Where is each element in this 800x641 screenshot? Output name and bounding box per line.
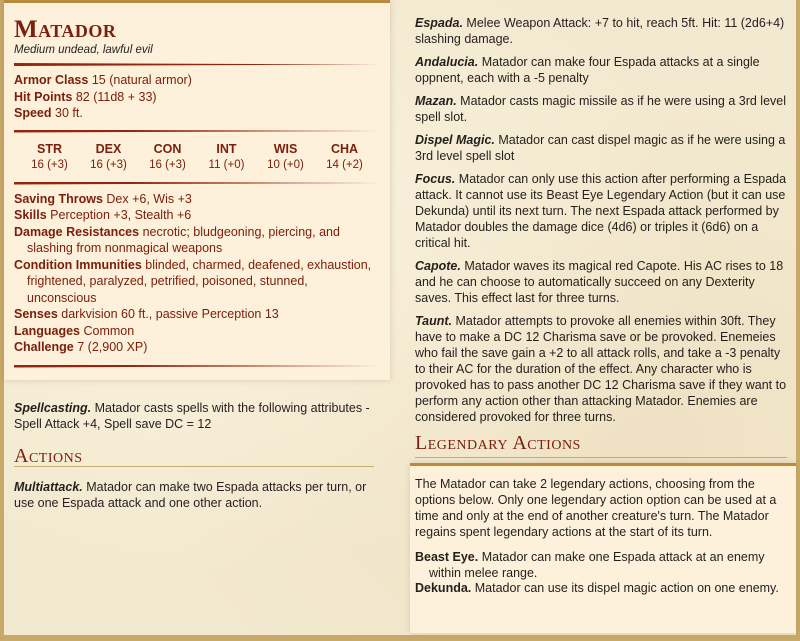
left-text-column bbox=[4, 400, 384, 518]
action-andalucia bbox=[415, 54, 787, 86]
skills-label: Skills bbox=[14, 208, 47, 222]
ability-con bbox=[138, 141, 197, 173]
languages-line bbox=[14, 323, 380, 340]
saving-throws-label: Saving Throws bbox=[14, 191, 103, 206]
damage-resistances-line bbox=[14, 224, 380, 257]
damage-resistances-label: Damage Resistances bbox=[14, 224, 140, 239]
action-text: Matador casts magic missile as if he were using a 3rd level spell slot. bbox=[415, 94, 787, 124]
condition-immunities-label: Condition Immunities bbox=[14, 257, 142, 272]
ability-score: 16 (+3) bbox=[31, 158, 68, 171]
monster-name: Matador bbox=[14, 16, 117, 43]
skills-line bbox=[14, 207, 380, 224]
action-title: Espada. bbox=[415, 16, 463, 30]
legendary-text: Matador can use its dispel magic action on one enemy. bbox=[474, 581, 779, 595]
ability-int bbox=[197, 141, 256, 173]
legendary-title: Beast Eye. bbox=[415, 550, 479, 564]
ability-name: WIS bbox=[273, 141, 298, 156]
skills-value: Perception +3, Stealth +6 bbox=[50, 208, 192, 222]
legendary-text: Matador can make one Espada attack at an enemy within melee range. bbox=[429, 550, 765, 580]
action-title: Capote. bbox=[415, 259, 461, 273]
ability-wis bbox=[256, 141, 315, 173]
challenge-line bbox=[14, 339, 380, 356]
spellcasting-text: Matador casts spells with the following attributes - Spell Attack +4, Spell save DC = 12 bbox=[14, 401, 370, 431]
legendary-actions-heading: Legendary Actions bbox=[415, 432, 787, 458]
speed-label: Speed bbox=[14, 106, 52, 120]
action-focus bbox=[415, 171, 787, 251]
armor-class-value: 15 (natural armor) bbox=[91, 73, 192, 87]
action-text: Matador can make four Espada attacks at a single oppnent, each with a -5 penalty bbox=[415, 55, 760, 85]
actions-heading: Actions bbox=[14, 448, 374, 467]
hit-points-line bbox=[14, 89, 380, 106]
challenge-value: 7 (2,900 XP) bbox=[77, 340, 148, 354]
action-title: Mazan. bbox=[415, 94, 457, 108]
divider bbox=[14, 365, 380, 368]
action-multiattack bbox=[14, 479, 374, 511]
legendary-actions-box bbox=[410, 463, 796, 633]
senses-value: darkvision 60 ft., passive Perception 13 bbox=[61, 307, 279, 321]
ability-score: 16 (+3) bbox=[149, 158, 186, 171]
languages-label: Languages bbox=[14, 323, 80, 338]
action-taunt bbox=[415, 313, 787, 425]
hit-points-value: 82 (11d8 + 33) bbox=[75, 89, 157, 104]
spellcasting-trait bbox=[14, 400, 374, 432]
action-text: Matador can only use this action after performing a Espada attack. It cannot use its Beast Eye Legendary Action (but it can use Dekunda) until its next turn. The next Espada attack performed by Matador doubles the damage dice (4d6) or triples it (6d6) on a critical hit. bbox=[415, 172, 787, 250]
speed-line bbox=[14, 105, 380, 122]
ability-scores bbox=[14, 139, 380, 175]
action-title: Focus. bbox=[415, 172, 456, 186]
action-title: Andalucia. bbox=[415, 55, 479, 69]
condition-immunities-line bbox=[14, 257, 380, 307]
damage-resistances-value: necrotic; bludgeoning, piercing, and slashing from nonmagical weapons bbox=[27, 224, 340, 255]
spellcasting-title: Spellcasting. bbox=[14, 401, 92, 415]
ability-name: CON bbox=[153, 141, 182, 156]
right-text-column bbox=[415, 18, 787, 458]
divider bbox=[14, 182, 380, 185]
saving-throws-line bbox=[14, 191, 380, 208]
armor-class-label: Armor Class bbox=[14, 73, 89, 87]
action-capote bbox=[415, 258, 787, 306]
action-text: Matador can make two Espada attacks per turn, or use one Espada attack and one other action. bbox=[14, 480, 367, 510]
ability-name: STR bbox=[37, 141, 62, 156]
action-text: Melee Weapon Attack: +7 to hit, reach 5ft. Hit: 11 (2d6+4) slashing damage. bbox=[415, 16, 785, 46]
action-text: Matador attempts to provoke all enemies within 30ft. They have to make a DC 12 Charisma save or be provoked. Enemeies who fail the save gain a +2 to all attack rolls, and take a -3 penalty to their AC for the duration of the effect. Any character who is provoked has to pass another DC 12 Charisma save if they want to perform any action other than attacking Matador. Enemies are considered provoked for three turns. bbox=[415, 314, 787, 424]
divider bbox=[14, 63, 380, 66]
monster-type: Medium undead, lawful evil bbox=[14, 44, 153, 56]
senses-label: Senses bbox=[14, 307, 58, 321]
legendary-title: Dekunda. bbox=[415, 581, 472, 595]
ability-name: INT bbox=[216, 141, 237, 156]
ability-str bbox=[20, 141, 79, 173]
ability-cha bbox=[315, 141, 374, 173]
languages-value: Common bbox=[83, 323, 135, 338]
action-title: Multiattack. bbox=[14, 480, 83, 494]
legendary-dekunda bbox=[415, 581, 790, 597]
action-text: Matador waves its magical red Capote. His AC rises to 18 and he can choose to automatically succeed on any Dexterity saves. This effect last for three turns. bbox=[415, 259, 784, 305]
action-espada bbox=[415, 15, 787, 47]
condition-immunities-value: blinded, charmed, deafened, exhaustion, frightened, paralyzed, petrified, poisoned, stunned, unconscious bbox=[27, 257, 372, 305]
action-mazan bbox=[415, 93, 787, 125]
ability-score: 16 (+3) bbox=[90, 158, 127, 171]
senses-line bbox=[14, 306, 380, 323]
action-dispel-magic bbox=[415, 132, 787, 164]
armor-class-line bbox=[14, 72, 380, 89]
stat-block bbox=[4, 0, 390, 380]
ability-name: DEX bbox=[95, 141, 122, 156]
ability-dex bbox=[79, 141, 138, 173]
ability-name: CHA bbox=[330, 141, 359, 156]
speed-value: 30 ft. bbox=[55, 106, 83, 120]
ability-score: 11 (+0) bbox=[208, 158, 245, 171]
divider bbox=[14, 130, 380, 133]
action-title: Taunt. bbox=[415, 314, 453, 328]
action-text: Matador can cast dispel magic as if he were using a 3rd level spell slot bbox=[415, 133, 786, 163]
ability-score: 10 (+0) bbox=[267, 158, 304, 171]
legendary-beast-eye bbox=[415, 550, 790, 581]
legendary-intro: The Matador can take 2 legendary actions, choosing from the options below. Only one legendary action option can be used at a time and only at the end of another creature's turn. The Matador regains spent legendary actions at the start of its turn. bbox=[415, 477, 777, 539]
action-title: Dispel Magic. bbox=[415, 133, 495, 147]
ability-score: 14 (+2) bbox=[326, 158, 363, 171]
saving-throws-value: Dex +6, Wis +3 bbox=[106, 191, 192, 206]
challenge-label: Challenge bbox=[14, 340, 74, 354]
hit-points-label: Hit Points bbox=[14, 89, 73, 104]
